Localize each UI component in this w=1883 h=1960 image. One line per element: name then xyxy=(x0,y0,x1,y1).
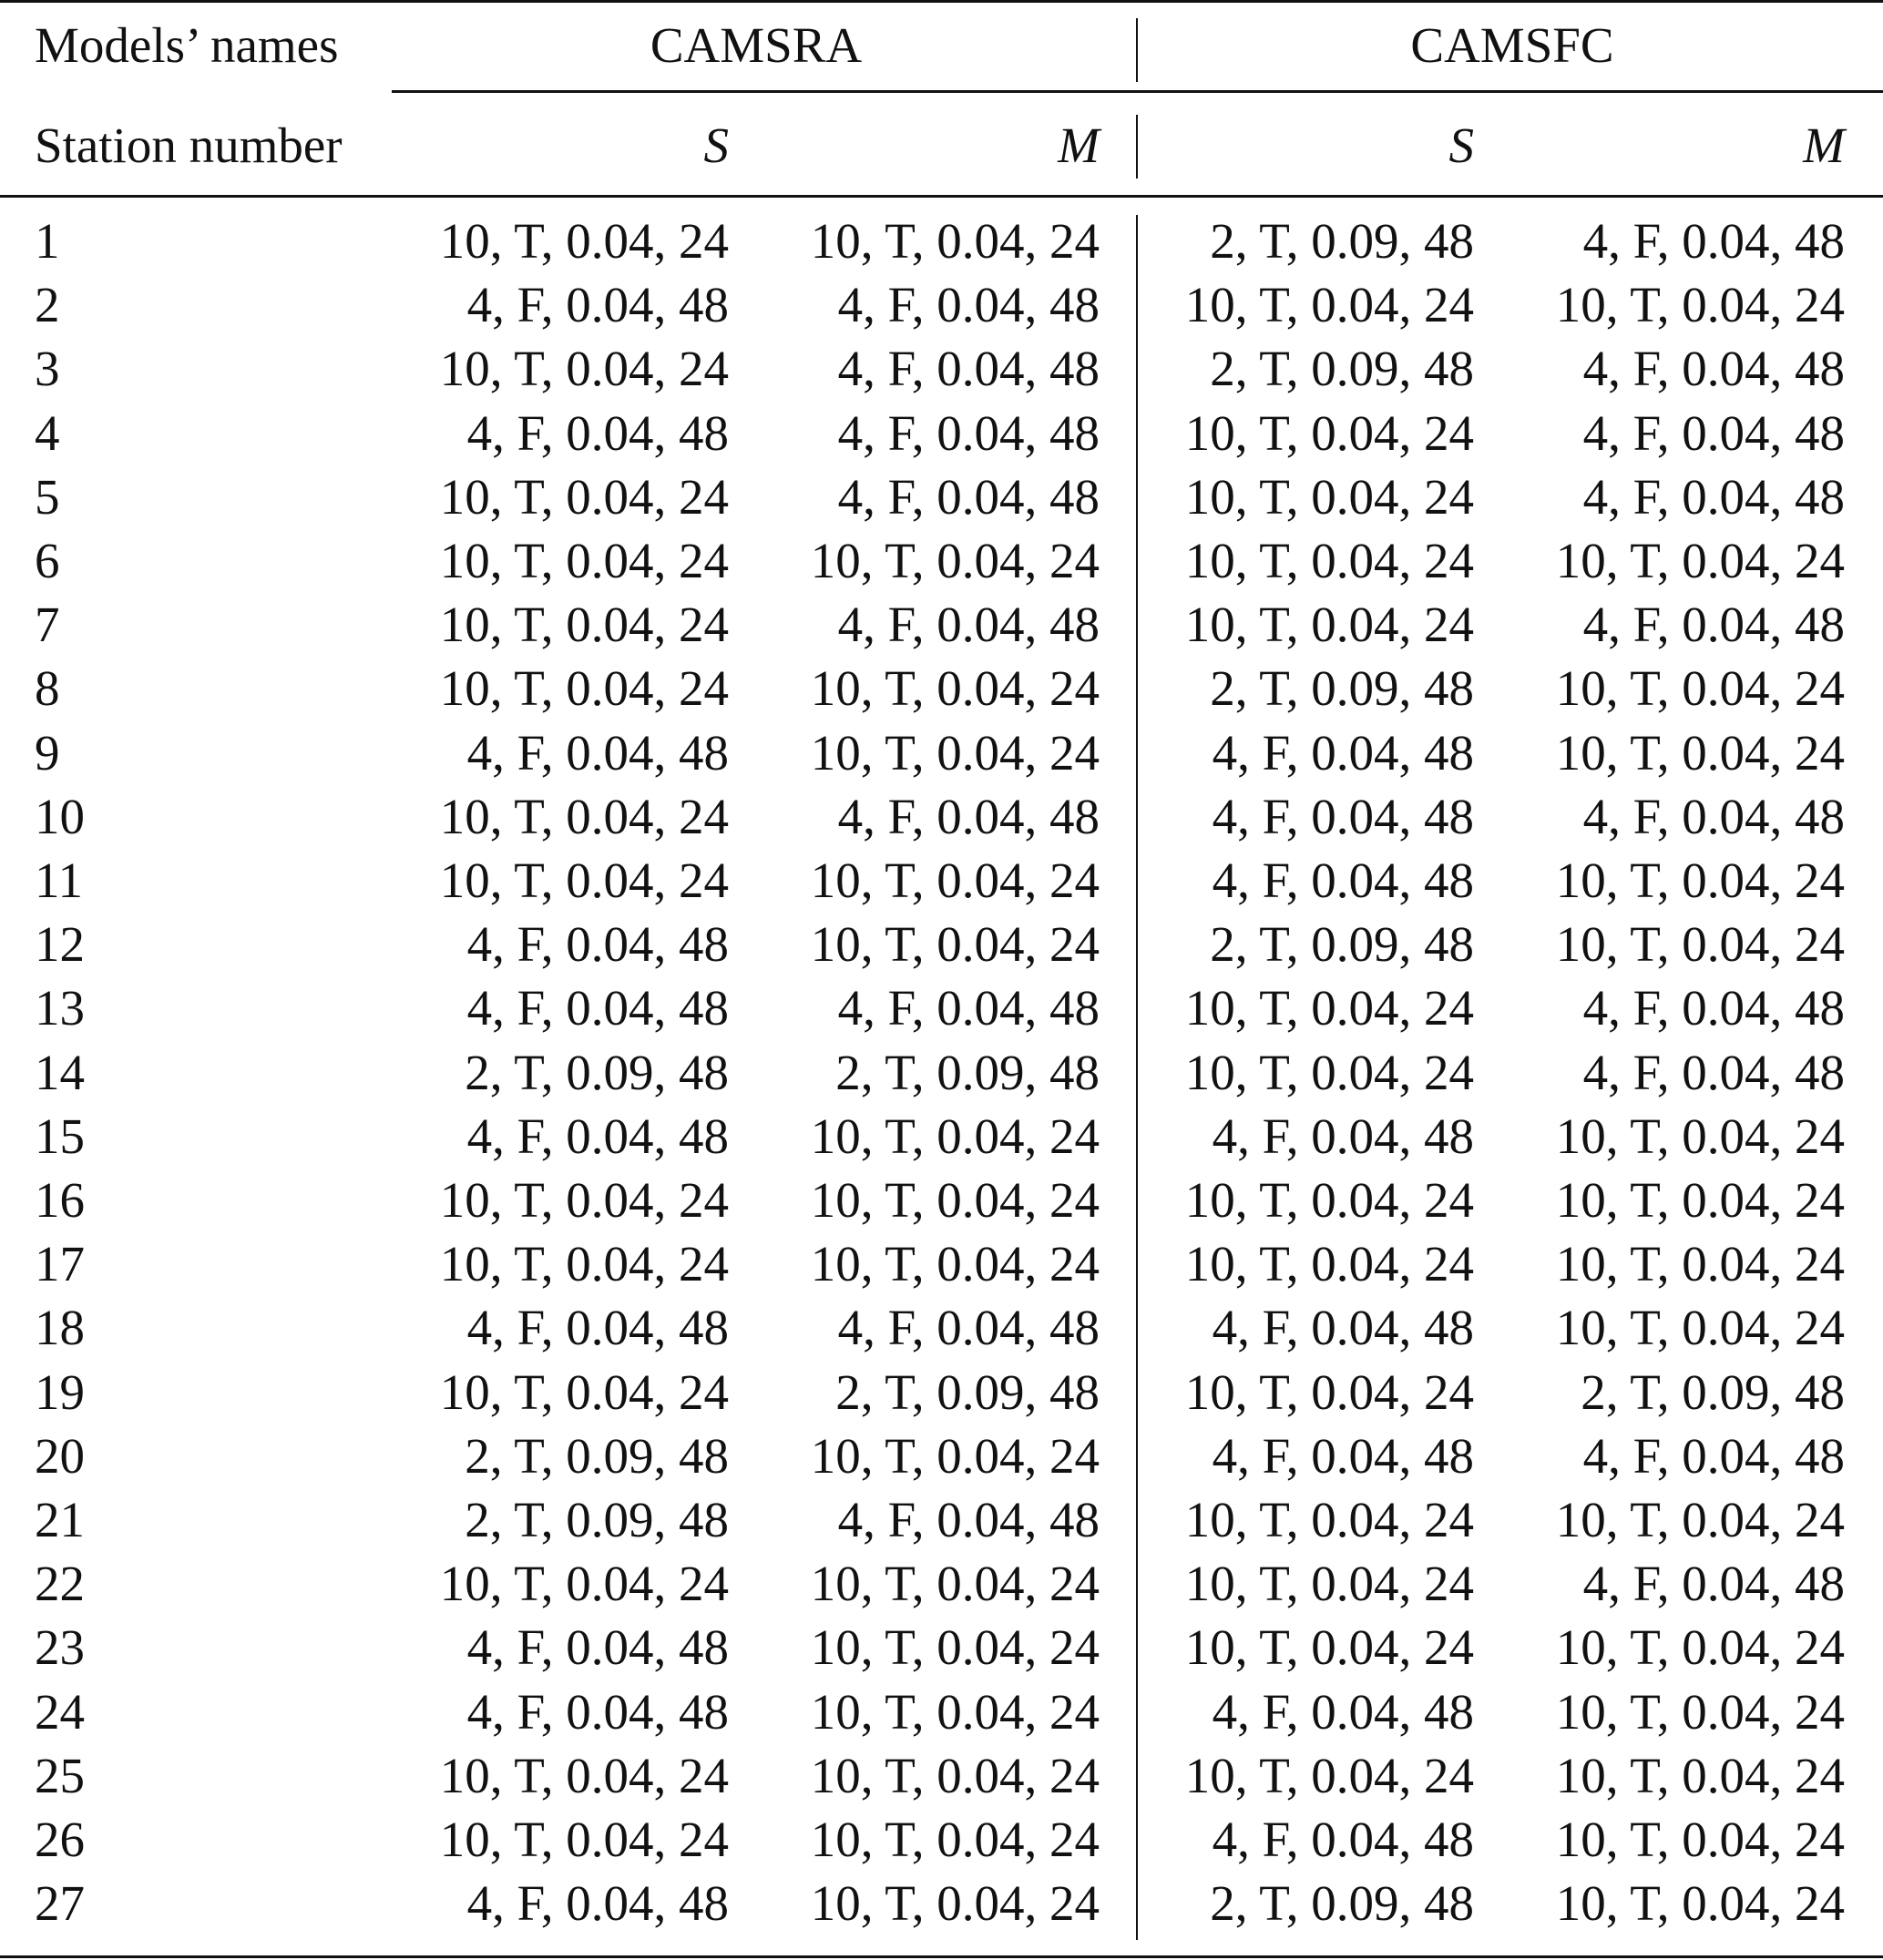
station-number-cell: 11 xyxy=(35,852,83,908)
station-number-cell: 7 xyxy=(35,597,60,653)
camsra-m-cell: 2, T, 0.09, 48 xyxy=(835,1363,1100,1420)
camsra-s-cell: 10, T, 0.04, 24 xyxy=(439,1556,729,1612)
table-row xyxy=(0,1232,1883,1296)
camsra-s-cell: 4, F, 0.04, 48 xyxy=(466,277,729,333)
table-row xyxy=(0,209,1883,273)
camsra-m-cell: 10, T, 0.04, 24 xyxy=(810,660,1100,717)
station-number-cell: 22 xyxy=(35,1556,85,1612)
bottom-rule xyxy=(0,1955,1883,1958)
station-number-cell: 3 xyxy=(35,341,60,397)
camsra-m-cell: 10, T, 0.04, 24 xyxy=(810,1812,1100,1867)
group-divider xyxy=(1136,18,1138,82)
camsra-m-cell: 10, T, 0.04, 24 xyxy=(810,1236,1100,1292)
station-number-cell: 6 xyxy=(35,533,60,588)
camsfc-s-cell: 4, F, 0.04, 48 xyxy=(1212,724,1474,781)
camsfc-m-cell: 4, F, 0.04, 48 xyxy=(1582,341,1845,397)
group-underline xyxy=(392,90,1883,93)
camsfc-m-cell: 10, T, 0.04, 24 xyxy=(1555,1300,1845,1356)
camsfc-s-cell: 4, F, 0.04, 48 xyxy=(1212,1683,1474,1740)
camsfc-s-cell: 10, T, 0.04, 24 xyxy=(1184,404,1474,461)
station-number-cell: 9 xyxy=(35,724,60,781)
camsfc-m-cell: 10, T, 0.04, 24 xyxy=(1555,1619,1845,1676)
station-number-cell: 20 xyxy=(35,1427,85,1484)
table-row xyxy=(0,1296,1883,1360)
camsfc-m-cell: 4, F, 0.04, 48 xyxy=(1582,597,1845,653)
table-row xyxy=(0,1744,1883,1808)
camsra-s-cell: 10, T, 0.04, 24 xyxy=(439,1363,729,1420)
table-row xyxy=(0,337,1883,401)
camsra-m-cell: 10, T, 0.04, 24 xyxy=(810,1427,1100,1484)
table-row xyxy=(0,1552,1883,1616)
camsfc-m-cell: 10, T, 0.04, 24 xyxy=(1555,852,1845,908)
camsra-m-cell: 10, T, 0.04, 24 xyxy=(810,1619,1100,1676)
table-row xyxy=(0,465,1883,529)
station-number-cell: 17 xyxy=(35,1236,85,1292)
camsra-m-cell: 10, T, 0.04, 24 xyxy=(810,1108,1100,1164)
camsfc-m-cell: 10, T, 0.04, 24 xyxy=(1555,277,1845,333)
camsfc-s-cell: 2, T, 0.09, 48 xyxy=(1210,213,1474,269)
station-number-cell: 10 xyxy=(35,788,85,844)
station-number-cell: 19 xyxy=(35,1363,85,1420)
camsfc-s-cell: 2, T, 0.09, 48 xyxy=(1210,916,1474,973)
subheader-camsra-s: S xyxy=(703,117,729,173)
camsra-m-cell: 10, T, 0.04, 24 xyxy=(810,533,1100,588)
camsfc-m-cell: 10, T, 0.04, 24 xyxy=(1555,1172,1845,1228)
camsfc-s-cell: 4, F, 0.04, 48 xyxy=(1212,1108,1474,1164)
top-rule xyxy=(0,0,1883,3)
models-names-label: Models’ names xyxy=(35,17,339,73)
camsfc-s-cell: 2, T, 0.09, 48 xyxy=(1210,1875,1474,1932)
camsfc-s-cell: 10, T, 0.04, 24 xyxy=(1184,597,1474,653)
camsra-s-cell: 10, T, 0.04, 24 xyxy=(439,213,729,269)
camsra-s-cell: 4, F, 0.04, 48 xyxy=(466,916,729,973)
camsra-s-cell: 4, F, 0.04, 48 xyxy=(466,1300,729,1356)
camsfc-m-cell: 10, T, 0.04, 24 xyxy=(1555,660,1845,717)
subheader-divider xyxy=(1136,115,1138,179)
camsra-s-cell: 10, T, 0.04, 24 xyxy=(439,597,729,653)
camsfc-s-cell: 10, T, 0.04, 24 xyxy=(1184,1172,1474,1228)
table-row xyxy=(0,1680,1883,1744)
camsra-s-cell: 4, F, 0.04, 48 xyxy=(466,1619,729,1676)
camsra-m-cell: 10, T, 0.04, 24 xyxy=(810,1747,1100,1803)
subheader-camsra-m: M xyxy=(1058,117,1100,173)
station-number-cell: 18 xyxy=(35,1300,85,1356)
camsra-m-cell: 10, T, 0.04, 24 xyxy=(810,213,1100,269)
table-row xyxy=(0,1424,1883,1488)
table-row xyxy=(0,721,1883,785)
camsfc-m-cell: 4, F, 0.04, 48 xyxy=(1582,468,1845,525)
subheader-camsfc-m: M xyxy=(1803,117,1845,173)
camsfc-m-cell: 2, T, 0.09, 48 xyxy=(1581,1363,1845,1420)
table-row xyxy=(0,1169,1883,1232)
camsra-m-cell: 10, T, 0.04, 24 xyxy=(810,1875,1100,1932)
camsra-s-cell: 10, T, 0.04, 24 xyxy=(439,1747,729,1803)
table-row xyxy=(0,657,1883,720)
camsra-s-cell: 4, F, 0.04, 48 xyxy=(466,404,729,461)
camsra-s-cell: 2, T, 0.09, 48 xyxy=(465,1492,729,1547)
camsra-m-cell: 10, T, 0.04, 24 xyxy=(810,916,1100,973)
camsra-s-cell: 4, F, 0.04, 48 xyxy=(466,1875,729,1932)
camsfc-s-cell: 10, T, 0.04, 24 xyxy=(1184,533,1474,588)
camsfc-s-cell: 2, T, 0.09, 48 xyxy=(1210,660,1474,717)
camsfc-s-cell: 10, T, 0.04, 24 xyxy=(1184,1492,1474,1547)
camsfc-s-cell: 4, F, 0.04, 48 xyxy=(1212,1812,1474,1867)
camsra-s-cell: 10, T, 0.04, 24 xyxy=(439,788,729,844)
station-number-cell: 27 xyxy=(35,1875,85,1932)
camsra-m-cell: 10, T, 0.04, 24 xyxy=(810,1683,1100,1740)
camsra-m-cell: 10, T, 0.04, 24 xyxy=(810,852,1100,908)
camsra-m-cell: 4, F, 0.04, 48 xyxy=(837,277,1100,333)
table-row xyxy=(0,402,1883,465)
camsfc-s-cell: 10, T, 0.04, 24 xyxy=(1184,980,1474,1036)
station-number-cell: 16 xyxy=(35,1172,85,1228)
camsra-s-cell: 10, T, 0.04, 24 xyxy=(439,533,729,588)
camsra-s-cell: 10, T, 0.04, 24 xyxy=(439,852,729,908)
camsra-s-cell: 10, T, 0.04, 24 xyxy=(439,1236,729,1292)
station-number-cell: 13 xyxy=(35,980,85,1036)
camsfc-s-cell: 10, T, 0.04, 24 xyxy=(1184,277,1474,333)
camsra-m-cell: 10, T, 0.04, 24 xyxy=(810,1172,1100,1228)
camsra-m-cell: 10, T, 0.04, 24 xyxy=(810,724,1100,781)
camsfc-s-cell: 2, T, 0.09, 48 xyxy=(1210,341,1474,397)
table-row xyxy=(0,1616,1883,1679)
table-row xyxy=(0,1488,1883,1552)
camsfc-m-cell: 10, T, 0.04, 24 xyxy=(1555,916,1845,973)
camsra-m-cell: 10, T, 0.04, 24 xyxy=(810,1556,1100,1612)
camsfc-s-cell: 4, F, 0.04, 48 xyxy=(1212,852,1474,908)
camsfc-s-cell: 10, T, 0.04, 24 xyxy=(1184,1363,1474,1420)
camsfc-m-cell: 10, T, 0.04, 24 xyxy=(1555,1812,1845,1867)
table-row xyxy=(0,785,1883,849)
camsfc-m-cell: 10, T, 0.04, 24 xyxy=(1555,533,1845,588)
camsra-m-cell: 4, F, 0.04, 48 xyxy=(837,788,1100,844)
station-number-cell: 8 xyxy=(35,660,60,717)
table-row xyxy=(0,529,1883,593)
station-number-cell: 21 xyxy=(35,1492,85,1547)
header-rule xyxy=(0,195,1883,198)
camsra-s-cell: 2, T, 0.09, 48 xyxy=(465,1427,729,1484)
station-number-cell: 26 xyxy=(35,1812,85,1867)
camsfc-s-cell: 10, T, 0.04, 24 xyxy=(1184,1236,1474,1292)
camsfc-m-cell: 4, F, 0.04, 48 xyxy=(1582,404,1845,461)
camsra-s-cell: 4, F, 0.04, 48 xyxy=(466,724,729,781)
camsfc-s-cell: 4, F, 0.04, 48 xyxy=(1212,788,1474,844)
camsfc-s-cell: 4, F, 0.04, 48 xyxy=(1212,1427,1474,1484)
group-header-camsra: CAMSRA xyxy=(650,17,863,73)
camsra-s-cell: 4, F, 0.04, 48 xyxy=(466,1683,729,1740)
table-row xyxy=(0,913,1883,976)
camsra-m-cell: 4, F, 0.04, 48 xyxy=(837,468,1100,525)
table-row xyxy=(0,1361,1883,1424)
table-row xyxy=(0,849,1883,913)
camsfc-m-cell: 4, F, 0.04, 48 xyxy=(1582,1427,1845,1484)
station-number-cell: 5 xyxy=(35,468,60,525)
station-number-cell: 24 xyxy=(35,1683,85,1740)
camsra-s-cell: 10, T, 0.04, 24 xyxy=(439,660,729,717)
station-number-cell: 15 xyxy=(35,1108,85,1164)
camsra-s-cell: 10, T, 0.04, 24 xyxy=(439,468,729,525)
camsra-m-cell: 4, F, 0.04, 48 xyxy=(837,597,1100,653)
camsfc-s-cell: 10, T, 0.04, 24 xyxy=(1184,1619,1474,1676)
table-row xyxy=(0,1872,1883,1935)
camsfc-s-cell: 10, T, 0.04, 24 xyxy=(1184,1044,1474,1100)
camsfc-m-cell: 4, F, 0.04, 48 xyxy=(1582,788,1845,844)
subheader-camsfc-s: S xyxy=(1448,117,1474,173)
station-number-cell: 2 xyxy=(35,277,60,333)
camsra-s-cell: 2, T, 0.09, 48 xyxy=(465,1044,729,1100)
camsra-m-cell: 4, F, 0.04, 48 xyxy=(837,1492,1100,1547)
camsfc-s-cell: 10, T, 0.04, 24 xyxy=(1184,1747,1474,1803)
camsfc-m-cell: 10, T, 0.04, 24 xyxy=(1555,1875,1845,1932)
camsfc-m-cell: 10, T, 0.04, 24 xyxy=(1555,1108,1845,1164)
group-header-camsfc: CAMSFC xyxy=(1410,17,1614,73)
camsfc-m-cell: 10, T, 0.04, 24 xyxy=(1555,1492,1845,1547)
camsfc-m-cell: 10, T, 0.04, 24 xyxy=(1555,1747,1845,1803)
camsfc-m-cell: 10, T, 0.04, 24 xyxy=(1555,724,1845,781)
station-number-label: Station number xyxy=(35,117,343,173)
camsfc-s-cell: 4, F, 0.04, 48 xyxy=(1212,1300,1474,1356)
station-number-cell: 12 xyxy=(35,916,85,973)
camsra-m-cell: 4, F, 0.04, 48 xyxy=(837,404,1100,461)
station-number-cell: 14 xyxy=(35,1044,85,1100)
camsra-s-cell: 4, F, 0.04, 48 xyxy=(466,1108,729,1164)
camsfc-m-cell: 4, F, 0.04, 48 xyxy=(1582,1556,1845,1612)
station-number-cell: 23 xyxy=(35,1619,85,1676)
camsfc-m-cell: 4, F, 0.04, 48 xyxy=(1582,980,1845,1036)
table-row xyxy=(0,1808,1883,1872)
camsfc-m-cell: 4, F, 0.04, 48 xyxy=(1582,1044,1845,1100)
camsfc-m-cell: 4, F, 0.04, 48 xyxy=(1582,213,1845,269)
station-number-cell: 25 xyxy=(35,1747,85,1803)
table-row xyxy=(0,273,1883,337)
camsra-m-cell: 4, F, 0.04, 48 xyxy=(837,1300,1100,1356)
camsra-s-cell: 10, T, 0.04, 24 xyxy=(439,341,729,397)
camsra-m-cell: 2, T, 0.09, 48 xyxy=(835,1044,1100,1100)
station-number-cell: 1 xyxy=(35,213,60,269)
camsra-m-cell: 4, F, 0.04, 48 xyxy=(837,980,1100,1036)
table-row xyxy=(0,1105,1883,1169)
camsra-m-cell: 4, F, 0.04, 48 xyxy=(837,341,1100,397)
camsfc-m-cell: 10, T, 0.04, 24 xyxy=(1555,1683,1845,1740)
camsfc-s-cell: 10, T, 0.04, 24 xyxy=(1184,468,1474,525)
camsfc-s-cell: 10, T, 0.04, 24 xyxy=(1184,1556,1474,1612)
camsra-s-cell: 4, F, 0.04, 48 xyxy=(466,980,729,1036)
table-row xyxy=(0,976,1883,1040)
camsra-s-cell: 10, T, 0.04, 24 xyxy=(439,1172,729,1228)
camsra-s-cell: 10, T, 0.04, 24 xyxy=(439,1812,729,1867)
station-number-cell: 4 xyxy=(35,404,60,461)
table-row xyxy=(0,593,1883,657)
camsfc-m-cell: 10, T, 0.04, 24 xyxy=(1555,1236,1845,1292)
table-row xyxy=(0,1041,1883,1105)
